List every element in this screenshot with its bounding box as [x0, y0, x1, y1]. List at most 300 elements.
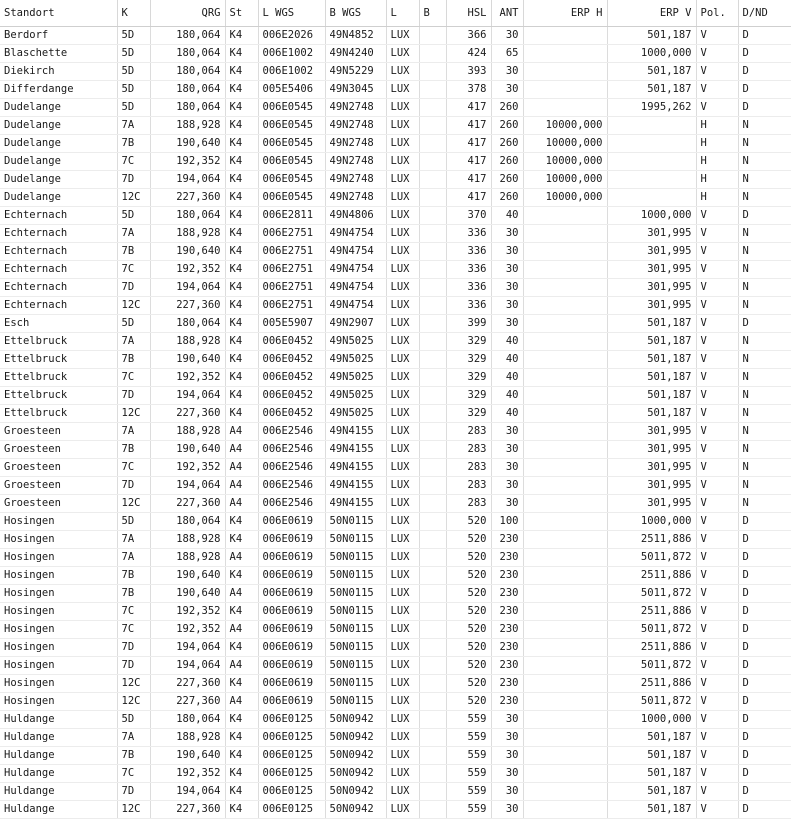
- col-header-b[interactable]: B: [419, 0, 446, 27]
- cell-dnd: N: [738, 495, 791, 513]
- cell-standort: Hosingen: [0, 621, 117, 639]
- cell-k: 12C: [117, 675, 150, 693]
- cell-lwgs: 006E2546: [258, 495, 325, 513]
- cell-standort: Dudelange: [0, 117, 117, 135]
- cell-standort: Hosingen: [0, 639, 117, 657]
- cell-hsl: 336: [446, 279, 491, 297]
- table-row[interactable]: [0, 351, 791, 369]
- table-row[interactable]: [0, 387, 791, 405]
- cell-l: LUX: [386, 711, 419, 729]
- cell-k: 7B: [117, 351, 150, 369]
- table-row[interactable]: [0, 639, 791, 657]
- cell-l: LUX: [386, 459, 419, 477]
- table-row[interactable]: [0, 99, 791, 117]
- cell-hsl: 336: [446, 243, 491, 261]
- cell-ant: 30: [491, 801, 523, 819]
- cell-qrg: 190,640: [150, 135, 225, 153]
- cell-erpv: [607, 171, 696, 189]
- cell-ant: 230: [491, 693, 523, 711]
- cell-dnd: D: [738, 27, 791, 45]
- table-row[interactable]: [0, 711, 791, 729]
- cell-k: 7D: [117, 477, 150, 495]
- cell-erpv: 301,995: [607, 477, 696, 495]
- cell-erph: [523, 297, 607, 315]
- cell-k: 5D: [117, 27, 150, 45]
- cell-b: [419, 729, 446, 747]
- cell-dnd: D: [738, 567, 791, 585]
- cell-erpv: 501,187: [607, 747, 696, 765]
- cell-bwgs: 50N0115: [325, 585, 386, 603]
- cell-st: K4: [225, 765, 258, 783]
- col-header-standort[interactable]: Standort: [0, 0, 117, 27]
- cell-hsl: 399: [446, 315, 491, 333]
- cell-dnd: D: [738, 513, 791, 531]
- table-row[interactable]: [0, 459, 791, 477]
- cell-lwgs: 006E2026: [258, 27, 325, 45]
- cell-ant: 260: [491, 117, 523, 135]
- cell-erpv: 301,995: [607, 279, 696, 297]
- cell-erph: [523, 729, 607, 747]
- table-row[interactable]: [0, 279, 791, 297]
- cell-standort: Hosingen: [0, 675, 117, 693]
- table-row[interactable]: [0, 657, 791, 675]
- table-row[interactable]: [0, 783, 791, 801]
- cell-dnd: N: [738, 459, 791, 477]
- cell-ant: 230: [491, 675, 523, 693]
- cell-qrg: 180,064: [150, 315, 225, 333]
- cell-b: [419, 459, 446, 477]
- cell-erpv: 501,187: [607, 783, 696, 801]
- cell-b: [419, 99, 446, 117]
- cell-k: 7B: [117, 135, 150, 153]
- cell-ant: 30: [491, 63, 523, 81]
- table-row[interactable]: [0, 675, 791, 693]
- table-row[interactable]: [0, 81, 791, 99]
- cell-erpv: 501,187: [607, 351, 696, 369]
- cell-pol: V: [696, 675, 738, 693]
- table-row[interactable]: [0, 729, 791, 747]
- cell-erph: [523, 675, 607, 693]
- cell-b: [419, 297, 446, 315]
- cell-k: 12C: [117, 495, 150, 513]
- cell-bwgs: 49N4754: [325, 279, 386, 297]
- table-row[interactable]: [0, 369, 791, 387]
- cell-erpv: 501,187: [607, 729, 696, 747]
- cell-standort: Diekirch: [0, 63, 117, 81]
- cell-pol: V: [696, 765, 738, 783]
- table-row[interactable]: [0, 333, 791, 351]
- cell-hsl: 520: [446, 621, 491, 639]
- cell-hsl: 559: [446, 747, 491, 765]
- cell-dnd: D: [738, 765, 791, 783]
- cell-st: A4: [225, 423, 258, 441]
- cell-pol: V: [696, 63, 738, 81]
- cell-qrg: 188,928: [150, 549, 225, 567]
- table-row[interactable]: [0, 63, 791, 81]
- cell-b: [419, 513, 446, 531]
- cell-k: 7C: [117, 621, 150, 639]
- cell-st: K4: [225, 45, 258, 63]
- cell-qrg: 194,064: [150, 279, 225, 297]
- cell-b: [419, 171, 446, 189]
- table-row[interactable]: [0, 243, 791, 261]
- cell-erpv: 2511,886: [607, 675, 696, 693]
- cell-erpv: 1000,000: [607, 711, 696, 729]
- table-row[interactable]: [0, 117, 791, 135]
- cell-k: 7C: [117, 153, 150, 171]
- cell-k: 5D: [117, 81, 150, 99]
- cell-erpv: 501,187: [607, 27, 696, 45]
- table-row[interactable]: [0, 765, 791, 783]
- cell-pol: V: [696, 279, 738, 297]
- table-row[interactable]: [0, 153, 791, 171]
- cell-bwgs: 49N4852: [325, 27, 386, 45]
- cell-ant: 230: [491, 603, 523, 621]
- cell-l: LUX: [386, 297, 419, 315]
- cell-b: [419, 477, 446, 495]
- cell-lwgs: 006E0545: [258, 99, 325, 117]
- cell-k: 7A: [117, 225, 150, 243]
- cell-erpv: 1000,000: [607, 45, 696, 63]
- cell-b: [419, 693, 446, 711]
- cell-qrg: 194,064: [150, 477, 225, 495]
- cell-pol: V: [696, 99, 738, 117]
- cell-dnd: N: [738, 189, 791, 207]
- cell-erpv: 501,187: [607, 63, 696, 81]
- table-row[interactable]: [0, 549, 791, 567]
- cell-st: K4: [225, 81, 258, 99]
- cell-lwgs: 006E0125: [258, 765, 325, 783]
- cell-l: LUX: [386, 765, 419, 783]
- col-header-l[interactable]: L: [386, 0, 419, 27]
- cell-qrg: 188,928: [150, 117, 225, 135]
- table-row[interactable]: [0, 477, 791, 495]
- cell-pol: V: [696, 81, 738, 99]
- cell-st: K4: [225, 333, 258, 351]
- cell-erpv: 1000,000: [607, 513, 696, 531]
- cell-lwgs: 006E2546: [258, 477, 325, 495]
- cell-hsl: 283: [446, 423, 491, 441]
- cell-bwgs: 50N0115: [325, 603, 386, 621]
- cell-erpv: 2511,886: [607, 531, 696, 549]
- cell-k: 7B: [117, 567, 150, 585]
- cell-dnd: D: [738, 621, 791, 639]
- cell-k: 5D: [117, 315, 150, 333]
- cell-k: 7C: [117, 765, 150, 783]
- cell-l: LUX: [386, 567, 419, 585]
- cell-bwgs: 49N4754: [325, 261, 386, 279]
- cell-erph: [523, 63, 607, 81]
- cell-bwgs: 49N4155: [325, 477, 386, 495]
- cell-bwgs: 49N4155: [325, 459, 386, 477]
- table-row[interactable]: [0, 405, 791, 423]
- cell-ant: 30: [491, 27, 523, 45]
- table-row[interactable]: [0, 441, 791, 459]
- table-row[interactable]: [0, 135, 791, 153]
- cell-lwgs: 006E0619: [258, 603, 325, 621]
- cell-k: 12C: [117, 801, 150, 819]
- table-row[interactable]: [0, 315, 791, 333]
- cell-erpv: 5011,872: [607, 657, 696, 675]
- cell-bwgs: 49N4155: [325, 423, 386, 441]
- col-header-l-wgs[interactable]: L WGS: [258, 0, 325, 27]
- cell-qrg: 180,064: [150, 45, 225, 63]
- cell-erph: [523, 279, 607, 297]
- cell-qrg: 190,640: [150, 441, 225, 459]
- cell-pol: V: [696, 369, 738, 387]
- cell-standort: Groesteen: [0, 477, 117, 495]
- cell-st: K4: [225, 117, 258, 135]
- cell-st: K4: [225, 801, 258, 819]
- cell-ant: 260: [491, 135, 523, 153]
- col-header-pol[interactable]: Pol.: [696, 0, 738, 27]
- cell-dnd: D: [738, 801, 791, 819]
- cell-bwgs: 50N0942: [325, 765, 386, 783]
- cell-k: 5D: [117, 99, 150, 117]
- table-row[interactable]: [0, 225, 791, 243]
- cell-standort: Ettelbruck: [0, 333, 117, 351]
- table-row[interactable]: [0, 207, 791, 225]
- cell-l: LUX: [386, 513, 419, 531]
- cell-pol: V: [696, 585, 738, 603]
- cell-l: LUX: [386, 81, 419, 99]
- cell-erph: [523, 549, 607, 567]
- cell-b: [419, 261, 446, 279]
- cell-b: [419, 675, 446, 693]
- cell-k: 5D: [117, 207, 150, 225]
- cell-standort: Groesteen: [0, 423, 117, 441]
- cell-lwgs: 006E0545: [258, 171, 325, 189]
- cell-pol: V: [696, 783, 738, 801]
- cell-standort: Dudelange: [0, 99, 117, 117]
- cell-b: [419, 585, 446, 603]
- cell-st: K4: [225, 261, 258, 279]
- cell-st: K4: [225, 351, 258, 369]
- col-header-erp-v[interactable]: ERP V: [607, 0, 696, 27]
- cell-ant: 40: [491, 333, 523, 351]
- cell-pol: V: [696, 513, 738, 531]
- cell-l: LUX: [386, 477, 419, 495]
- cell-pol: V: [696, 567, 738, 585]
- table-row[interactable]: [0, 585, 791, 603]
- cell-qrg: 227,360: [150, 495, 225, 513]
- cell-erph: [523, 531, 607, 549]
- cell-standort: Ettelbruck: [0, 369, 117, 387]
- cell-dnd: D: [738, 711, 791, 729]
- cell-k: 7C: [117, 603, 150, 621]
- cell-erpv: 5011,872: [607, 621, 696, 639]
- cell-st: K4: [225, 675, 258, 693]
- cell-l: LUX: [386, 747, 419, 765]
- col-header-st[interactable]: St: [225, 0, 258, 27]
- cell-l: LUX: [386, 27, 419, 45]
- table-row[interactable]: [0, 513, 791, 531]
- cell-hsl: 520: [446, 585, 491, 603]
- cell-erpv: [607, 153, 696, 171]
- cell-lwgs: 006E1002: [258, 63, 325, 81]
- cell-st: A4: [225, 585, 258, 603]
- table-row[interactable]: [0, 171, 791, 189]
- col-header-ant[interactable]: ANT: [491, 0, 523, 27]
- cell-erpv: 301,995: [607, 459, 696, 477]
- cell-st: K4: [225, 513, 258, 531]
- cell-k: 12C: [117, 189, 150, 207]
- cell-b: [419, 333, 446, 351]
- table-row[interactable]: [0, 747, 791, 765]
- cell-hsl: 417: [446, 171, 491, 189]
- cell-l: LUX: [386, 621, 419, 639]
- cell-pol: V: [696, 333, 738, 351]
- cell-lwgs: 006E2751: [258, 243, 325, 261]
- cell-qrg: 227,360: [150, 801, 225, 819]
- cell-qrg: 180,064: [150, 207, 225, 225]
- table-row[interactable]: [0, 261, 791, 279]
- table-row[interactable]: [0, 621, 791, 639]
- cell-k: 7A: [117, 531, 150, 549]
- cell-qrg: 227,360: [150, 297, 225, 315]
- col-header-hsl[interactable]: HSL: [446, 0, 491, 27]
- cell-ant: 30: [491, 243, 523, 261]
- cell-b: [419, 45, 446, 63]
- cell-pol: V: [696, 477, 738, 495]
- cell-ant: 30: [491, 783, 523, 801]
- cell-erph: 10000,000: [523, 153, 607, 171]
- cell-pol: V: [696, 351, 738, 369]
- table-row[interactable]: [0, 567, 791, 585]
- cell-erph: [523, 495, 607, 513]
- col-header-erp-h[interactable]: ERP H: [523, 0, 607, 27]
- cell-bwgs: 49N2907: [325, 315, 386, 333]
- cell-dnd: D: [738, 207, 791, 225]
- cell-erph: [523, 27, 607, 45]
- table-row[interactable]: [0, 693, 791, 711]
- table-row[interactable]: [0, 603, 791, 621]
- cell-hsl: 370: [446, 207, 491, 225]
- cell-ant: 30: [491, 441, 523, 459]
- cell-bwgs: 49N5025: [325, 405, 386, 423]
- cell-standort: Huldange: [0, 729, 117, 747]
- col-header-d-nd[interactable]: D/ND: [738, 0, 791, 27]
- cell-st: K4: [225, 189, 258, 207]
- cell-st: K4: [225, 711, 258, 729]
- col-header-b-wgs[interactable]: B WGS: [325, 0, 386, 27]
- cell-qrg: 188,928: [150, 333, 225, 351]
- cell-erpv: 5011,872: [607, 585, 696, 603]
- cell-erph: [523, 585, 607, 603]
- cell-dnd: D: [738, 657, 791, 675]
- cell-erpv: 2511,886: [607, 639, 696, 657]
- cell-pol: V: [696, 27, 738, 45]
- cell-lwgs: 006E0619: [258, 585, 325, 603]
- cell-l: LUX: [386, 585, 419, 603]
- cell-pol: V: [696, 261, 738, 279]
- cell-hsl: 283: [446, 495, 491, 513]
- cell-qrg: 190,640: [150, 351, 225, 369]
- cell-erph: [523, 693, 607, 711]
- cell-hsl: 283: [446, 441, 491, 459]
- cell-pol: V: [696, 441, 738, 459]
- cell-ant: 230: [491, 549, 523, 567]
- cell-standort: Huldange: [0, 783, 117, 801]
- cell-b: [419, 387, 446, 405]
- table-row[interactable]: [0, 189, 791, 207]
- col-header-qrg[interactable]: QRG: [150, 0, 225, 27]
- cell-st: K4: [225, 135, 258, 153]
- table-row[interactable]: [0, 423, 791, 441]
- cell-qrg: 190,640: [150, 585, 225, 603]
- cell-ant: 260: [491, 171, 523, 189]
- cell-l: LUX: [386, 333, 419, 351]
- cell-ant: 40: [491, 369, 523, 387]
- cell-ant: 30: [491, 747, 523, 765]
- table-row[interactable]: [0, 495, 791, 513]
- cell-l: LUX: [386, 603, 419, 621]
- cell-standort: Ettelbruck: [0, 405, 117, 423]
- table-row[interactable]: [0, 297, 791, 315]
- table-row[interactable]: [0, 531, 791, 549]
- cell-k: 7D: [117, 171, 150, 189]
- table-row[interactable]: [0, 27, 791, 45]
- cell-lwgs: 006E0619: [258, 531, 325, 549]
- cell-qrg: 192,352: [150, 261, 225, 279]
- cell-ant: 30: [491, 297, 523, 315]
- cell-standort: Hosingen: [0, 513, 117, 531]
- cell-st: A4: [225, 459, 258, 477]
- cell-ant: 260: [491, 99, 523, 117]
- cell-bwgs: 49N4806: [325, 207, 386, 225]
- cell-standort: Hosingen: [0, 603, 117, 621]
- cell-standort: Differdange: [0, 81, 117, 99]
- cell-pol: V: [696, 549, 738, 567]
- cell-dnd: D: [738, 531, 791, 549]
- cell-dnd: D: [738, 549, 791, 567]
- col-header-k[interactable]: K: [117, 0, 150, 27]
- cell-st: A4: [225, 495, 258, 513]
- cell-lwgs: 006E0619: [258, 513, 325, 531]
- cell-erph: [523, 711, 607, 729]
- cell-k: 5D: [117, 513, 150, 531]
- cell-standort: Dudelange: [0, 189, 117, 207]
- cell-erph: 10000,000: [523, 135, 607, 153]
- cell-k: 7A: [117, 333, 150, 351]
- cell-hsl: 366: [446, 27, 491, 45]
- cell-st: K4: [225, 639, 258, 657]
- cell-l: LUX: [386, 387, 419, 405]
- cell-ant: 30: [491, 459, 523, 477]
- cell-erpv: 301,995: [607, 225, 696, 243]
- cell-erph: [523, 405, 607, 423]
- cell-hsl: 424: [446, 45, 491, 63]
- cell-b: [419, 711, 446, 729]
- cell-b: [419, 603, 446, 621]
- cell-ant: 30: [491, 765, 523, 783]
- cell-erph: [523, 369, 607, 387]
- cell-l: LUX: [386, 279, 419, 297]
- cell-qrg: 180,064: [150, 513, 225, 531]
- cell-dnd: D: [738, 81, 791, 99]
- cell-erpv: 501,187: [607, 81, 696, 99]
- table-row[interactable]: [0, 45, 791, 63]
- cell-k: 7A: [117, 423, 150, 441]
- cell-lwgs: 005E5907: [258, 315, 325, 333]
- cell-erpv: 501,187: [607, 801, 696, 819]
- cell-st: A4: [225, 549, 258, 567]
- cell-erpv: 301,995: [607, 243, 696, 261]
- cell-b: [419, 315, 446, 333]
- cell-dnd: D: [738, 729, 791, 747]
- cell-hsl: 559: [446, 765, 491, 783]
- cell-qrg: 194,064: [150, 387, 225, 405]
